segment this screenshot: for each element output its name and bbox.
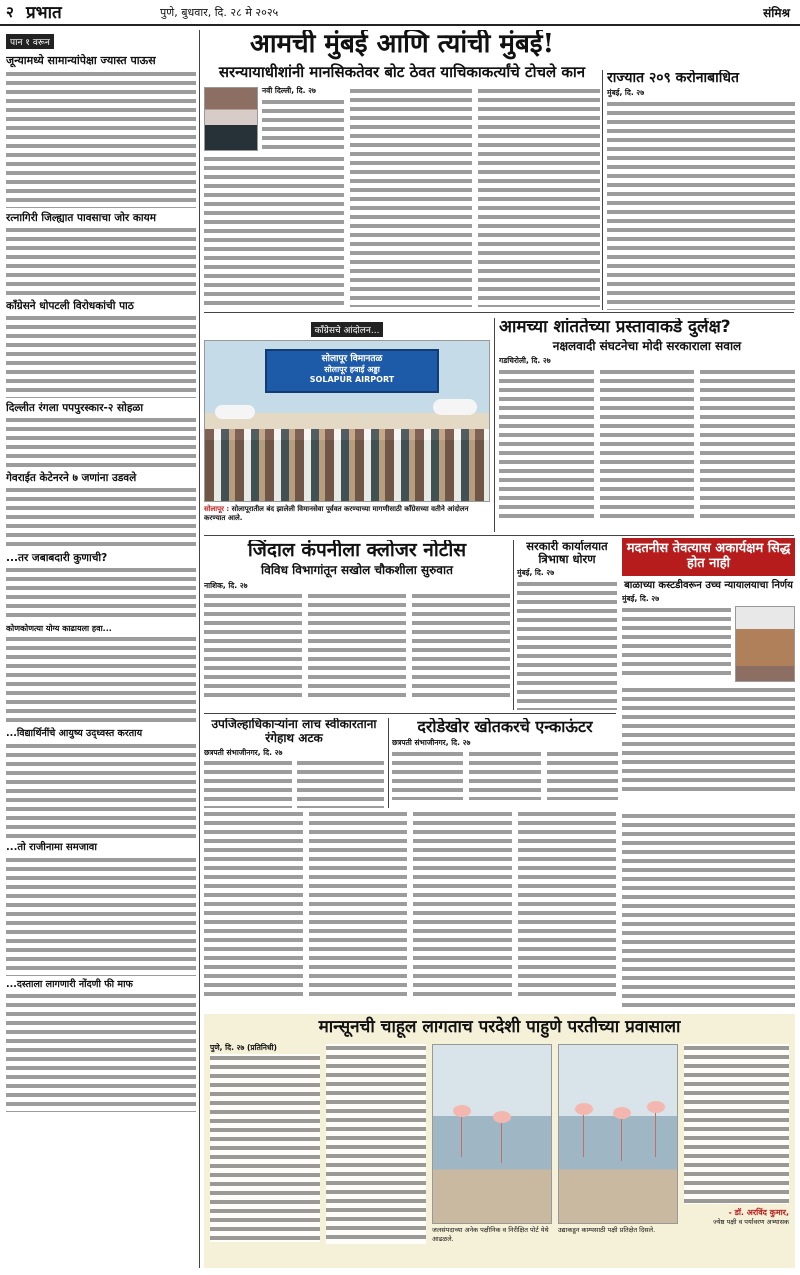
story-dateline: छत्रपती संभाजीनगर, दि. २७ bbox=[204, 747, 283, 757]
story-body bbox=[6, 856, 196, 976]
sign-text: सोलापूर हवाई अड्डा bbox=[324, 365, 380, 374]
section-divider bbox=[204, 535, 794, 536]
story-body bbox=[6, 226, 196, 296]
column-divider bbox=[199, 30, 200, 1268]
govt-headline: सरकारी कार्यालयात त्रिभाषा धोरण bbox=[526, 540, 608, 567]
court-story bbox=[622, 538, 795, 808]
story-body bbox=[6, 70, 196, 208]
story-body bbox=[204, 592, 302, 702]
encounter-story bbox=[392, 718, 618, 808]
story-body bbox=[412, 592, 510, 702]
story-body bbox=[700, 368, 795, 518]
left-column bbox=[6, 30, 196, 1268]
story-body bbox=[204, 155, 344, 305]
dateline: पुणे, बुधवार, दि. २८ मे २०२५ bbox=[160, 6, 279, 19]
lead-story bbox=[204, 30, 600, 310]
corona-headline: राज्यात २०९ करोनाबाधित bbox=[607, 70, 740, 86]
section-divider bbox=[204, 713, 616, 714]
section-name: संमिश्र bbox=[763, 6, 790, 20]
sign-text: सोलापूर विमानतळ bbox=[321, 354, 383, 364]
plane-cutout bbox=[433, 399, 477, 415]
bribe-story bbox=[204, 718, 384, 808]
story-body bbox=[684, 1044, 789, 1204]
story-body bbox=[600, 368, 695, 518]
story-body bbox=[622, 812, 795, 1010]
birds-headline: मान्सूनची चाहूल लागताच परदेशी पाहुणे परतीच्या प्रवासाला bbox=[318, 1017, 681, 1037]
column-divider bbox=[602, 70, 603, 310]
story-headline: गेवराईत केटेनरने ७ जणांना उडवले bbox=[6, 471, 137, 484]
story-subhead: कोणकोणत्या योग्य काढायला हवा... bbox=[6, 623, 112, 633]
story-headline: रत्नागिरी जिल्ह्यात पावसाचा जोर कायम bbox=[6, 211, 157, 224]
story-body bbox=[210, 1054, 320, 1242]
encounter-headline: दरोडेखोर खोतकरचे एन्काऊंटर bbox=[417, 718, 593, 736]
caption-lead: सोलापूर : bbox=[204, 505, 230, 513]
peace-subhead: नक्षलवादी संघटनेचा मोदी सरकाराला सवाल bbox=[552, 338, 742, 353]
author-note: ज्येष्ठ पक्षी व पर्यावरण अभ्यासक bbox=[713, 1217, 789, 1226]
peace-headline: आमच्या शांततेच्या प्रस्तावाकडे दुर्लक्ष? bbox=[499, 318, 731, 337]
court-headline: मदतनीस तेवत्यास अकार्यक्षम सिद्ध होत नाही bbox=[626, 541, 791, 571]
story-dateline: नवी दिल्ली, दि. २७ bbox=[262, 86, 316, 96]
story-body bbox=[469, 750, 540, 800]
story-body bbox=[517, 580, 617, 710]
newspaper-logo: प्रभात bbox=[26, 3, 62, 23]
judge-photo bbox=[204, 87, 258, 151]
court-subhead: बाळाच्या कस्टडीवरून उच्च न्यायालयाचा निर्णय bbox=[624, 579, 793, 591]
court-building-photo bbox=[735, 606, 795, 682]
story-body bbox=[607, 100, 795, 310]
bribe-headline: उपजिल्हाधिकाऱ्यांना लाच स्वीकारताना रंगेहाथ अटक bbox=[211, 718, 377, 745]
peace-story bbox=[499, 318, 795, 532]
story-body bbox=[478, 87, 600, 307]
story-body bbox=[204, 810, 303, 1000]
story-headline: ...विद्यार्थिनींचे आयुष्य उद्ध्वस्त करताय bbox=[6, 728, 143, 740]
continued-columns bbox=[204, 810, 616, 1010]
column-divider bbox=[494, 318, 495, 532]
corona-story bbox=[607, 70, 795, 310]
story-body bbox=[6, 635, 196, 725]
sign-text: SOLAPUR AIRPORT bbox=[309, 375, 395, 384]
story-headline: दिल्लीत रंगला पपपुरस्कार-२ सोहळा bbox=[6, 401, 144, 414]
story-body bbox=[413, 810, 512, 1000]
story-body bbox=[6, 416, 196, 468]
page-number: २ bbox=[6, 3, 14, 21]
story-headline: जून्यामध्ये सामान्यांपेक्षा ज्यास्त पाऊस bbox=[6, 54, 156, 67]
author-name: - डॉ. अरविंद कुमार, bbox=[728, 1207, 789, 1217]
story-dateline: मुंबई, दि. २७ bbox=[607, 88, 645, 98]
story-body bbox=[350, 87, 472, 307]
lead-subhead: सरन्यायाधीशांनी मानसिकतेवर बोट ठेवत याचिकाकर्त्यांचे टोचले कान bbox=[218, 62, 586, 81]
masthead bbox=[0, 0, 800, 26]
story-headline: ...तर जबाबदारी कुणाची? bbox=[6, 551, 108, 564]
story-body bbox=[6, 742, 196, 838]
birds-story bbox=[204, 1014, 795, 1268]
photo-caption: जलसंपदाच्या अनेक पक्षीनिक व निरीक्षित पोर्ट येथे आढळले. bbox=[432, 1225, 549, 1243]
photo-story bbox=[204, 318, 490, 532]
flamingo-photo bbox=[558, 1044, 678, 1224]
story-body bbox=[309, 810, 408, 1000]
story-body bbox=[6, 314, 196, 398]
page-tag: पान १ वरून bbox=[6, 34, 54, 49]
plane-cutout bbox=[215, 405, 255, 419]
story-dateline: मुंबई, दि. २७ bbox=[622, 594, 660, 604]
crowd bbox=[205, 429, 489, 501]
story-body bbox=[6, 486, 196, 548]
story-body bbox=[622, 606, 731, 680]
story-body bbox=[547, 750, 618, 800]
airport-protest-photo bbox=[204, 340, 490, 502]
story-body bbox=[308, 592, 406, 702]
jindal-headline: जिंदाल कंपनीला क्लोजर नोटीस bbox=[247, 540, 467, 561]
section-divider bbox=[204, 312, 794, 313]
story-headline: काँग्रेसने धोपटली विरोधकांची पाठ bbox=[6, 299, 134, 312]
story-body bbox=[622, 686, 795, 794]
photo-caption: उद्याकडून काम्पसाठी पक्षी प्रतिक्षेत दिसले. bbox=[558, 1225, 656, 1234]
story-body bbox=[392, 750, 463, 800]
airport-sign bbox=[265, 349, 439, 393]
story-dateline: नाशिक, दि. २७ bbox=[204, 580, 248, 590]
story-dateline: पुणे, दि. २७ (प्रतिनिधी) bbox=[210, 1042, 277, 1052]
jindal-subhead: विविध विभागांतून सखोल चौकशीला सुरुवात bbox=[261, 562, 453, 577]
story-body bbox=[262, 98, 344, 150]
story-body bbox=[499, 368, 594, 518]
story-body bbox=[297, 759, 385, 808]
story-headline: ...तो राजीनामा समजावा bbox=[6, 842, 97, 854]
story-headline: ...दस्ताला लागणारी नोंदणी फी माफ bbox=[6, 978, 133, 990]
photo-caption: सोलापूरातील बंद झालेली विमानसेवा पूर्ववत करण्याच्या मागणीसाठी काँग्रेसच्या वतीने आंदोलन करण्यात आले. bbox=[204, 505, 469, 522]
story-body bbox=[6, 566, 196, 622]
flamingo-photo bbox=[432, 1044, 552, 1224]
story-body bbox=[518, 810, 617, 1000]
story-dateline: मुंबई, दि. २७ bbox=[517, 568, 555, 578]
story-dateline: गडचिरोली, दि. २७ bbox=[499, 356, 551, 366]
story-body bbox=[204, 759, 292, 808]
lead-headline: आमची मुंबई आणि त्यांची मुंबई! bbox=[249, 30, 554, 59]
column-divider bbox=[513, 540, 514, 710]
photo-tag: काँग्रेसचे आंदोलन... bbox=[311, 322, 384, 337]
story-body bbox=[326, 1044, 426, 1244]
column-divider bbox=[388, 718, 389, 808]
story-body bbox=[6, 992, 196, 1112]
jindal-story bbox=[204, 540, 510, 710]
story-dateline: छत्रपती संभाजीनगर, दि. २७ bbox=[392, 738, 471, 748]
govt-story bbox=[517, 540, 617, 710]
